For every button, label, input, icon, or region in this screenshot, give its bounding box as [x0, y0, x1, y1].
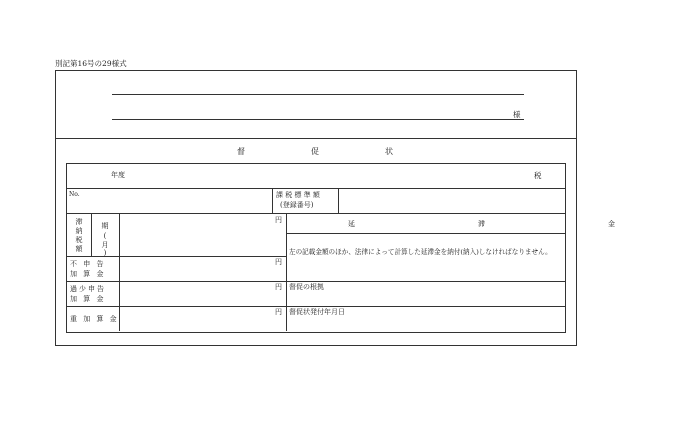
month-label: (月): [101, 232, 109, 258]
issue-date-label: 督促状発付年月日: [289, 308, 345, 316]
col-divider-base: [272, 189, 273, 213]
row-divider-underfiling: [66, 306, 565, 307]
yen-label-1: 円: [275, 216, 282, 224]
form-id: 別記第16号の29様式: [55, 59, 127, 68]
col-divider-base-value: [338, 189, 339, 213]
basis-label: 督促の根拠: [289, 283, 324, 291]
late-fee-header: 延 滞 金: [348, 220, 673, 228]
year-label: 年度: [111, 171, 125, 179]
col-divider-label-1: [91, 214, 92, 256]
row-divider-nonfiling: [66, 281, 565, 282]
under-filing-label-1: 過少申告: [70, 285, 106, 293]
title-char-1: 督: [237, 147, 245, 156]
address-line-2: [112, 119, 524, 120]
delinquent-tax-label: 滞納税額: [75, 218, 83, 254]
title-char-2: 促: [311, 147, 319, 156]
period-label: 期: [101, 222, 109, 230]
col-divider-middle: [286, 214, 287, 331]
title-char-3: 状: [385, 147, 393, 156]
tax-label: 税: [534, 171, 542, 180]
late-fee-notice: 左の記載金額のほか、法律によって計算した延滞金を納付(納入)しなければなりません。: [289, 248, 552, 256]
row-divider-year: [66, 188, 565, 189]
yen-label-2: 円: [275, 258, 282, 266]
row-divider-delinquent: [66, 256, 287, 257]
tax-base-label: 課 税 標 準 額: [276, 191, 320, 199]
yen-label-4: 円: [275, 308, 282, 316]
honorific: 様: [513, 110, 521, 119]
row-divider-latefee-header: [287, 233, 565, 234]
heavy-additional-label: 重 加 算 金: [70, 315, 119, 323]
row-divider-no: [66, 213, 565, 214]
no-label: No.: [69, 191, 80, 198]
under-filing-label-2: 加 算 金: [70, 295, 106, 303]
non-filing-label-2: 加 算 金: [70, 270, 106, 278]
registration-number-label: (登録番号): [280, 201, 314, 209]
non-filing-label-1: 不 申 告: [70, 260, 106, 268]
yen-label-3: 円: [275, 283, 282, 291]
address-divider: [55, 138, 576, 139]
address-line-1: [112, 94, 524, 95]
col-divider-label-2: [119, 214, 120, 331]
